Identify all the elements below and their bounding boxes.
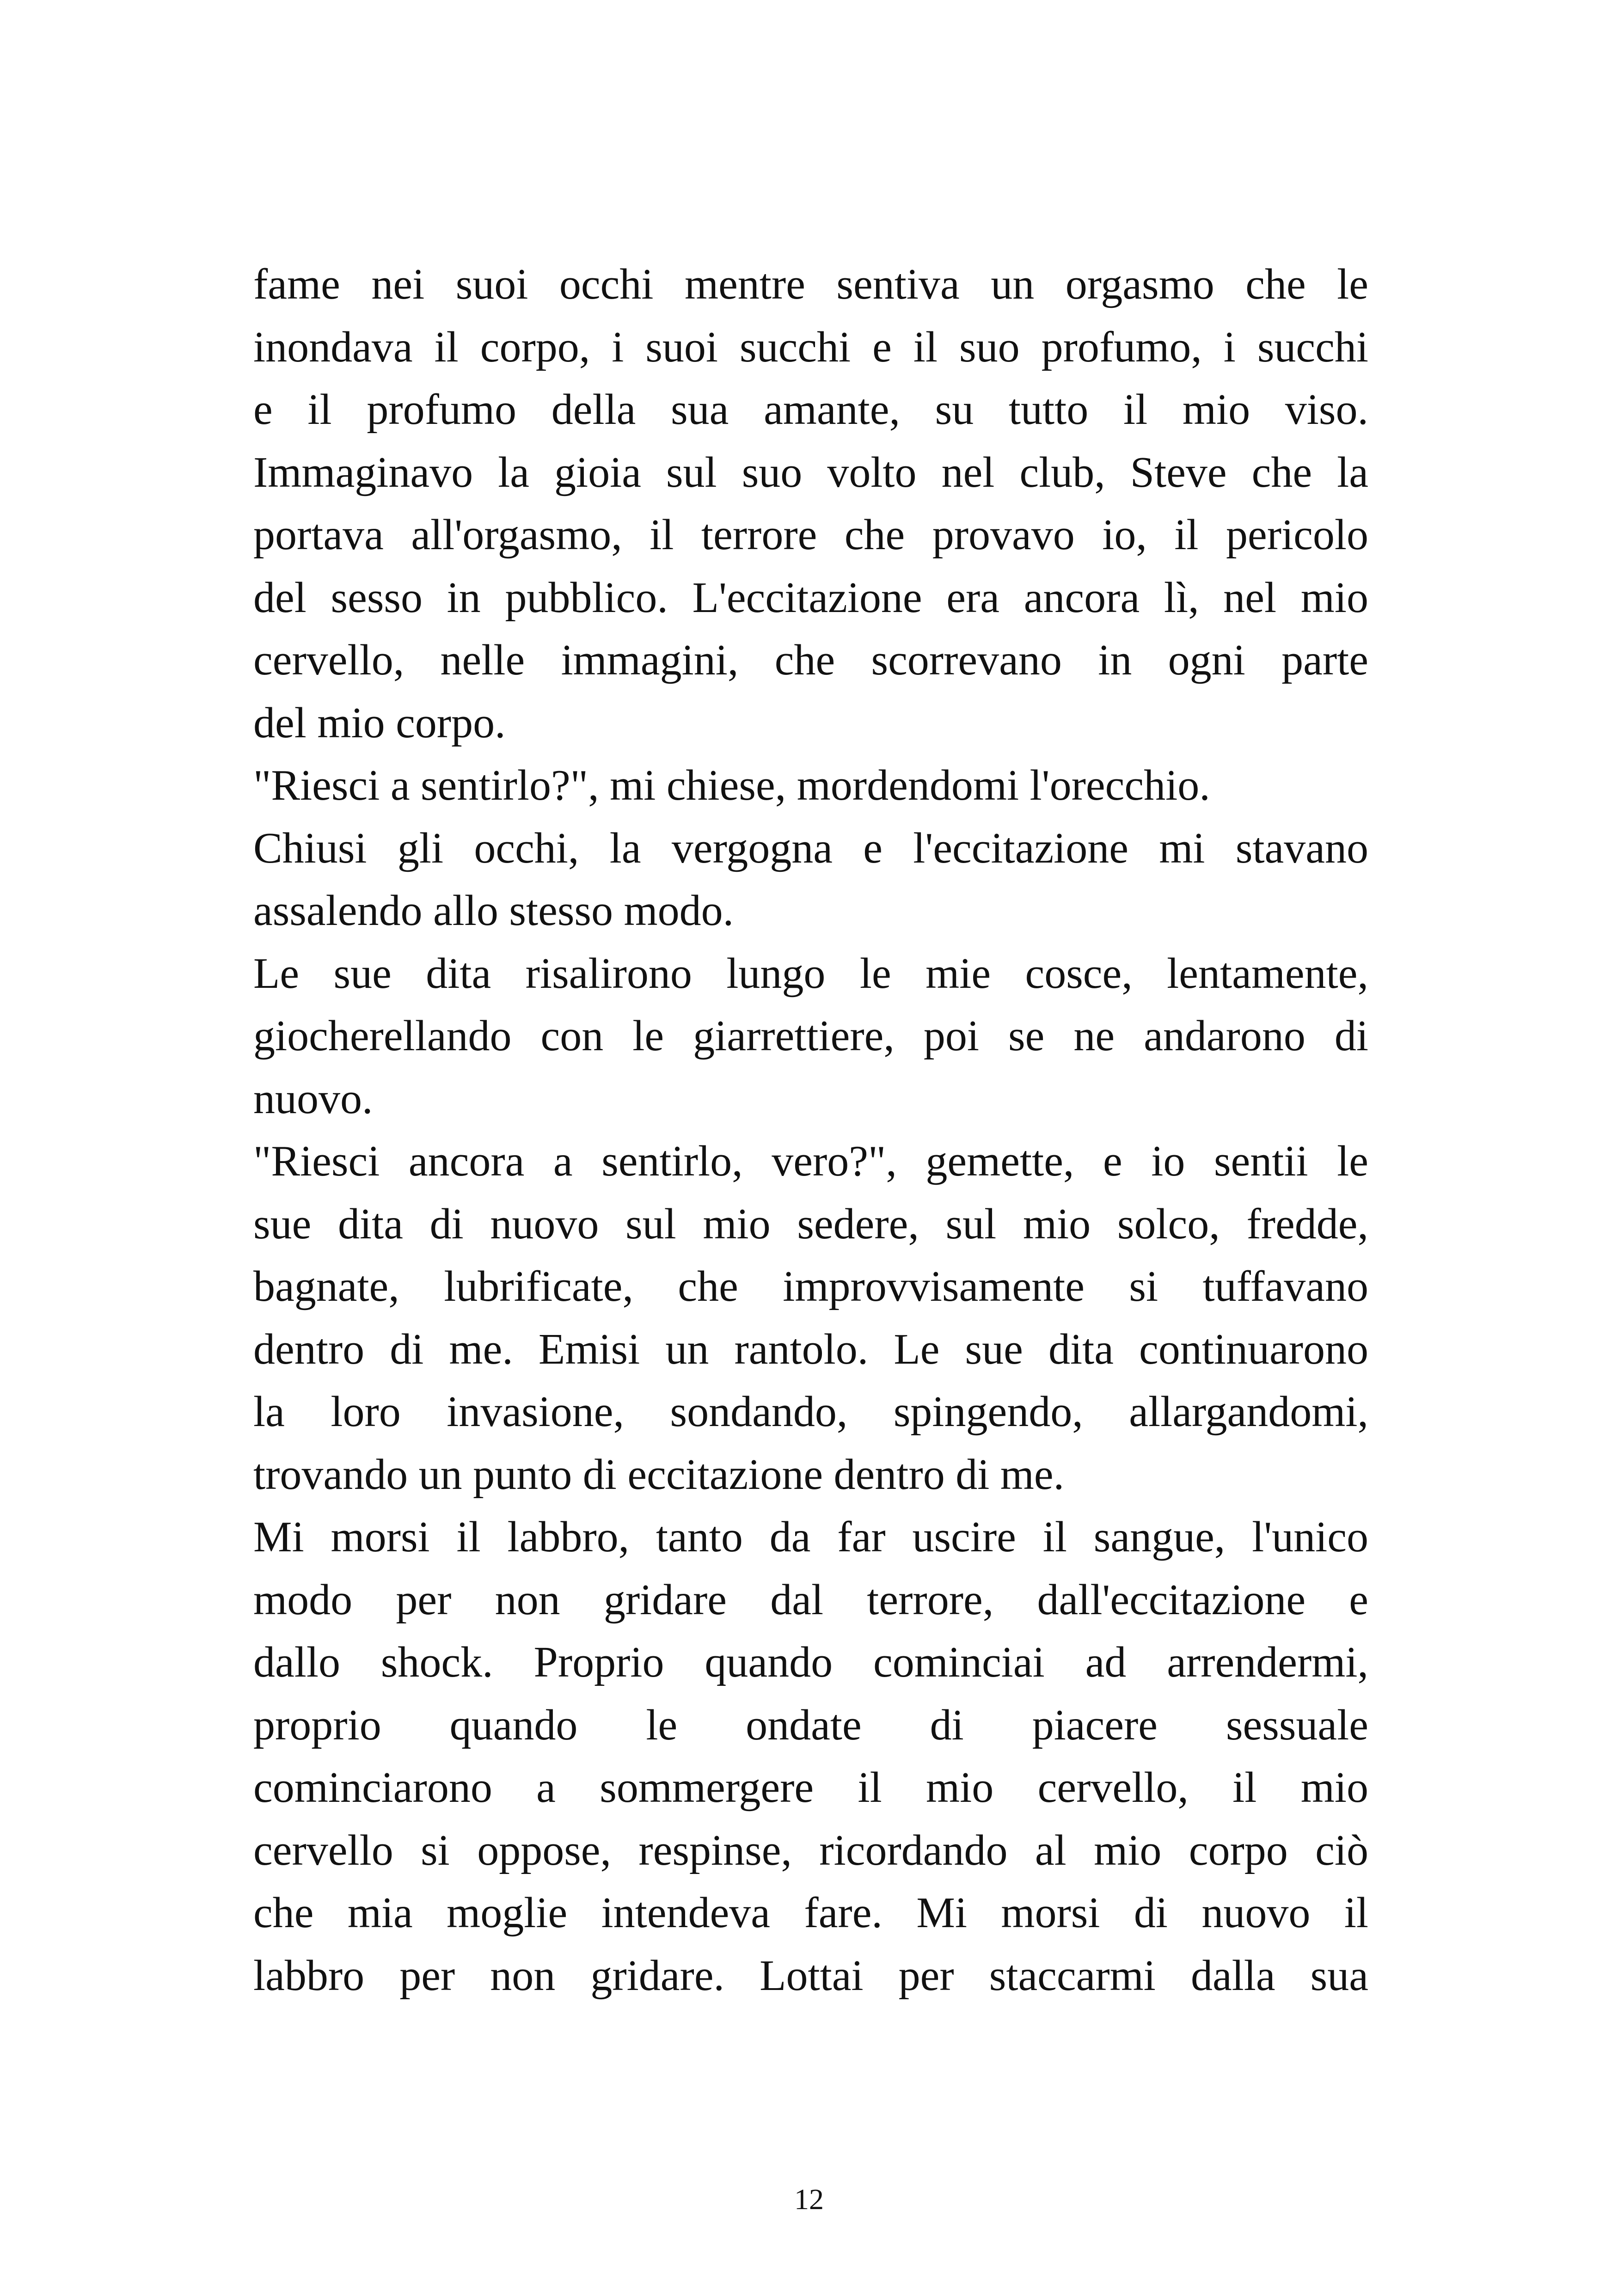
text-line: e il profumo della sua amante, su tutto il mio viso. (253, 386, 1368, 434)
text-line: cervello si oppose, respinse, ricordando al mio corpo ciò (253, 1826, 1368, 1874)
text-line: Immaginavo la gioia sul suo volto nel club, Steve che la (253, 448, 1368, 496)
text-line: Chiusi gli occhi, la vergogna e l'eccitazione mi stavano (253, 824, 1368, 872)
text-line: proprio quando le ondate di piacere sessuale (253, 1701, 1368, 1749)
text-line: Le sue dita risalirono lungo le mie cosce, lentamente, (253, 949, 1368, 998)
page-body-text (253, 253, 1368, 2007)
text-line: assalendo allo stesso modo. (253, 887, 734, 935)
text-line: modo per non gridare dal terrore, dall'eccitazione e (253, 1575, 1368, 1624)
text-line: cominciarono a sommergere il mio cervello, il mio (253, 1763, 1368, 1812)
text-line: Mi morsi il labbro, tanto da far uscire il sangue, l'unico (253, 1513, 1368, 1561)
text-line: fame nei suoi occhi mentre sentiva un orgasmo che le (253, 260, 1368, 308)
text-line: del mio corpo. (253, 698, 506, 747)
text-line: inondava il corpo, i suoi succhi e il suo profumo, i succhi (253, 323, 1368, 371)
text-line: portava all'orgasmo, il terrore che provavo io, il pericolo (253, 511, 1368, 559)
text-line: "Riesci a sentirlo?", mi chiese, mordendomi l'orecchio. (253, 761, 1210, 809)
text-line: la loro invasione, sondando, spingendo, allargandomi, (253, 1388, 1368, 1436)
text-line: che mia moglie intendeva fare. Mi morsi di nuovo il (253, 1889, 1368, 1937)
text-line: trovando un punto di eccitazione dentro di me. (253, 1450, 1065, 1499)
text-line: cervello, nelle immagini, che scorrevano in ogni parte (253, 636, 1368, 684)
text-line: dallo shock. Proprio quando cominciai ad arrendermi, (253, 1638, 1368, 1686)
text-line: giocherellando con le giarrettiere, poi se ne andarono di (253, 1012, 1368, 1060)
text-line: del sesso in pubblico. L'eccitazione era ancora lì, nel mio (253, 573, 1368, 622)
text-line: nuovo. (253, 1074, 373, 1123)
page-number: 12 (794, 2183, 824, 2216)
text-line: "Riesci ancora a sentirlo, vero?", gemette, e io sentii le (253, 1137, 1368, 1185)
text-line: labbro per non gridare. Lottai per staccarmi dalla sua (253, 1951, 1368, 2000)
text-line: sue dita di nuovo sul mio sedere, sul mio solco, fredde, (253, 1200, 1368, 1248)
text-line: bagnate, lubrificate, che improvvisamente si tuffavano (253, 1262, 1368, 1310)
text-line: dentro di me. Emisi un rantolo. Le sue dita continuarono (253, 1325, 1368, 1373)
